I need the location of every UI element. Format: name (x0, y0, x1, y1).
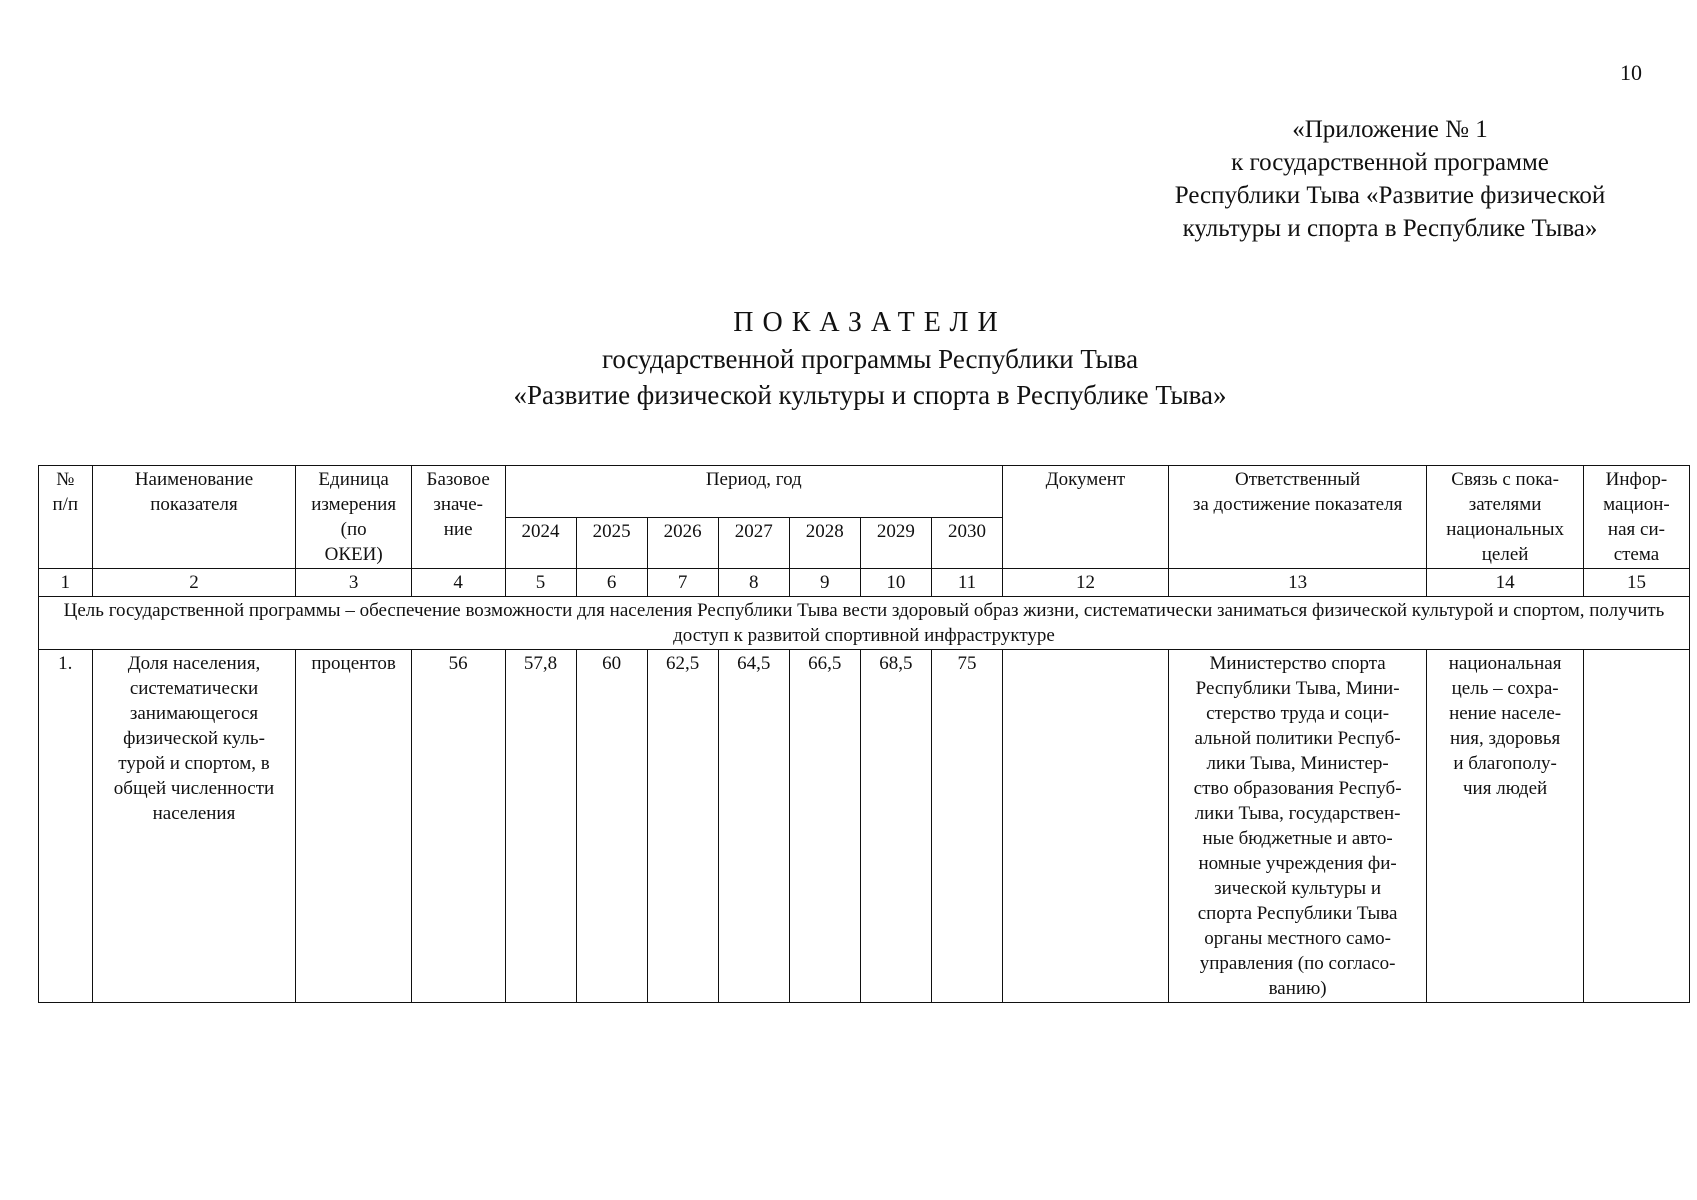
row-responsible: Министерство спорта Республики Тыва, Мини- стерство труда и соци- альной политики Респуб- лики Тыва, Министер- ство образования Респуб- лики Тыва, государствен- ные бюджетные и авто- номные учреждения фи- зической культуры и спорта Республики Тыва органы местного само- управления (по согласо- ванию) (1168, 650, 1427, 1003)
row-national-goal-link: национальная цель – сохра- нение населе- ния, здоровья и благополу- чия людей (1427, 650, 1584, 1003)
header-year: 2029 (860, 517, 931, 569)
row-value-2028: 66,5 (789, 650, 860, 1003)
row-info-system (1583, 650, 1689, 1003)
row-num: 1. (39, 650, 93, 1003)
row-value-2030: 75 (931, 650, 1002, 1003)
header-responsible: Ответственный за достижение показателя (1168, 466, 1427, 569)
row-value-2029: 68,5 (860, 650, 931, 1003)
row-indicator-name: Доля населения, систематически занимающегося физической куль- турой и спортом, в общей численности населения (92, 650, 296, 1003)
header-year: 2025 (576, 517, 647, 569)
appendix-line: к государственной программе (1231, 149, 1549, 176)
appendix-line: «Приложение № 1 (1292, 116, 1488, 143)
document-title (0, 305, 1697, 413)
header-link: Связь с пока- зателями национальных целей (1427, 466, 1584, 569)
row-value-2026: 62,5 (647, 650, 718, 1003)
appendix-line: Республики Тыва «Развитие физической (1174, 182, 1606, 209)
column-number: 10 (860, 569, 931, 597)
column-number: 3 (296, 569, 411, 597)
column-number: 2 (92, 569, 296, 597)
header-row (39, 466, 1690, 518)
column-number: 13 (1168, 569, 1427, 597)
title-line-2: «Развитие физической культуры и спорта в Республике Тыва» (513, 380, 1227, 410)
goal-row (39, 597, 1690, 650)
column-number: 12 (1003, 569, 1169, 597)
appendix-note (1120, 113, 1660, 245)
column-number: 7 (647, 569, 718, 597)
column-numbers-row (39, 569, 1690, 597)
header-year: 2028 (789, 517, 860, 569)
header-year: 2026 (647, 517, 718, 569)
program-goal: Цель государственной программы – обеспечение возможности для населения Республики Тыва вести здоровый образ жизни, систематически заниматься физической культурой и спортом, получить доступ к развитой спортивной инфраструктуре (39, 597, 1690, 650)
header-period: Период, год (505, 466, 1003, 518)
column-number: 6 (576, 569, 647, 597)
column-number: 8 (718, 569, 789, 597)
row-value-2025: 60 (576, 650, 647, 1003)
table-row (39, 650, 1690, 1003)
header-document: Документ (1003, 466, 1169, 569)
title-heading: ПОКАЗАТЕЛИ (733, 307, 1007, 338)
header-base: Базовое значе- ние (411, 466, 505, 569)
row-unit: процентов (296, 650, 411, 1003)
column-number: 4 (411, 569, 505, 597)
column-number: 14 (1427, 569, 1584, 597)
header-year: 2024 (505, 517, 576, 569)
header-name: Наименование показателя (92, 466, 296, 569)
header-info: Инфор- мацион- ная си- стема (1583, 466, 1689, 569)
page-number: 10 (1620, 60, 1642, 85)
indicators-table (38, 465, 1690, 1003)
row-document (1003, 650, 1169, 1003)
title-line-1: государственной программы Республики Тыва (601, 344, 1139, 374)
column-number: 5 (505, 569, 576, 597)
column-number: 1 (39, 569, 93, 597)
header-unit: Единица измерения (по ОКЕИ) (296, 466, 411, 569)
appendix-line: культуры и спорта в Республике Тыва» (1182, 215, 1598, 242)
header-year: 2027 (718, 517, 789, 569)
row-value-2027: 64,5 (718, 650, 789, 1003)
column-number: 9 (789, 569, 860, 597)
column-number: 11 (931, 569, 1002, 597)
row-value-2024: 57,8 (505, 650, 576, 1003)
header-year: 2030 (931, 517, 1002, 569)
column-number: 15 (1583, 569, 1689, 597)
header-num: № п/п (39, 466, 93, 569)
row-base-value: 56 (411, 650, 505, 1003)
